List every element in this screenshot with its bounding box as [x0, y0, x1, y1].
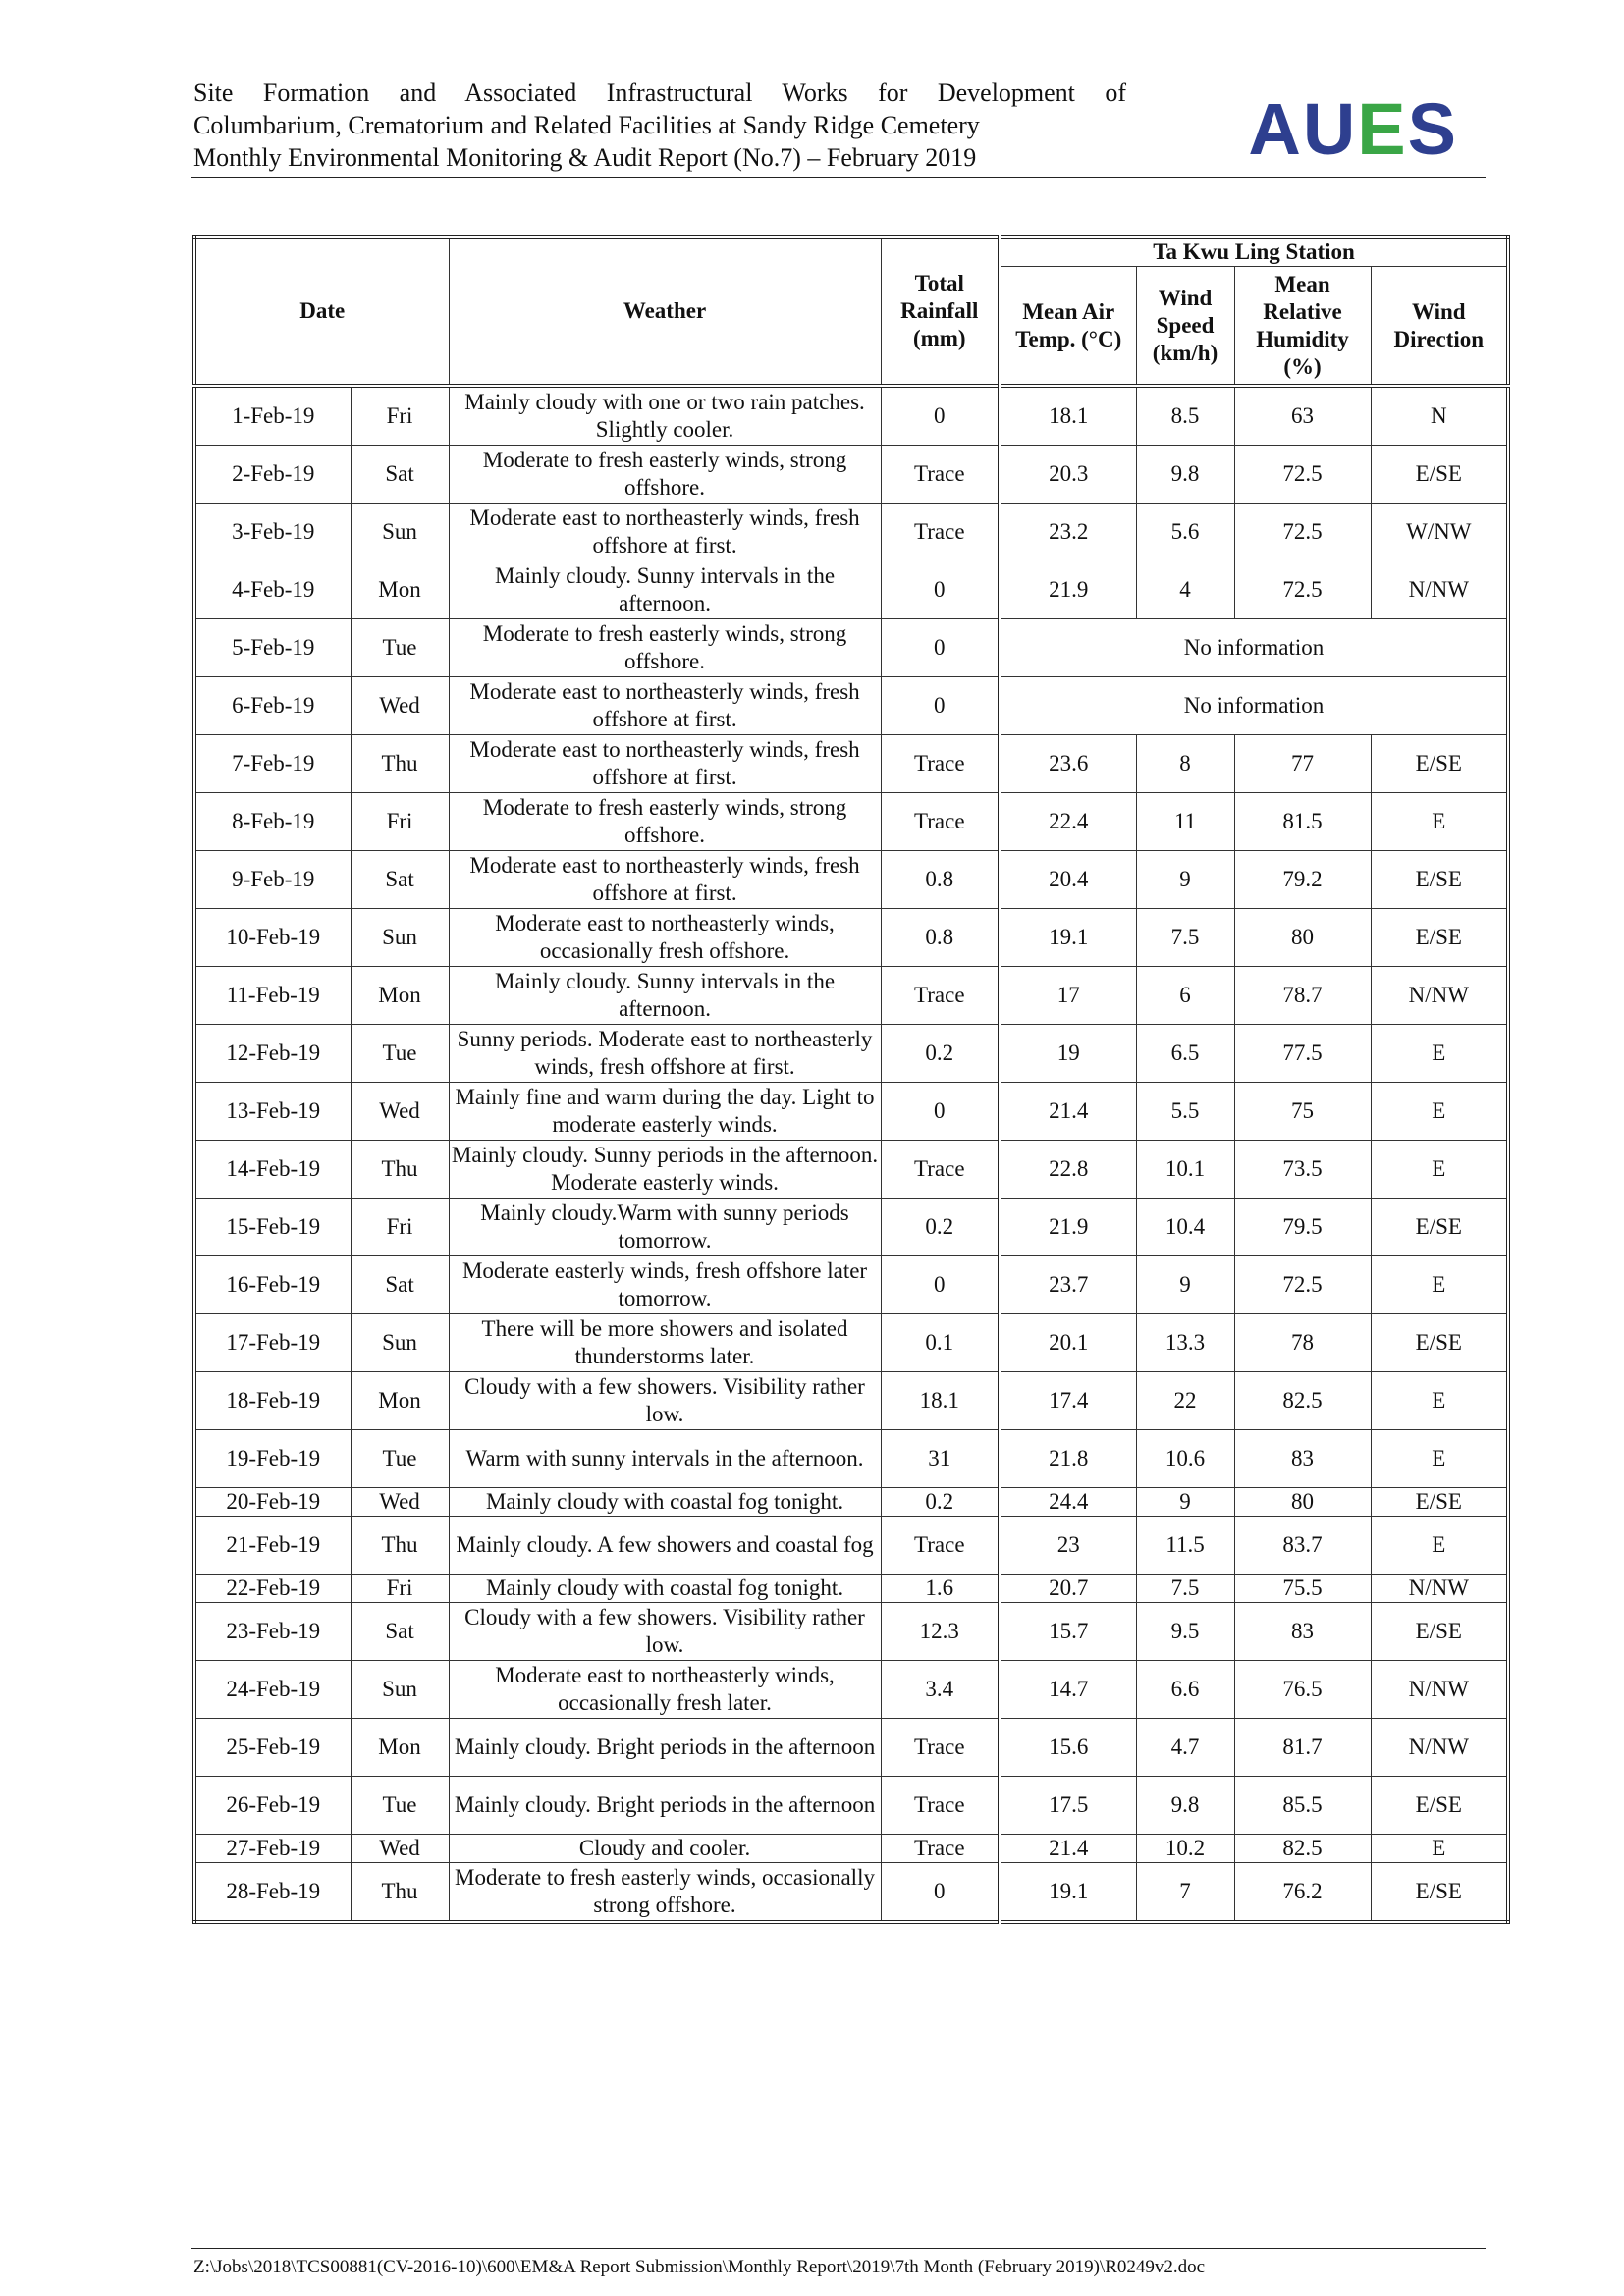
cell-day: Thu — [351, 1517, 449, 1575]
cell-weather: Moderate to fresh easterly winds, strong offshore. — [449, 446, 881, 504]
header-wind-direction: Wind Direction — [1371, 267, 1508, 387]
cell-temp: 20.3 — [1000, 446, 1136, 504]
cell-date: 24-Feb-19 — [194, 1661, 351, 1719]
cell-temp: 23.2 — [1000, 504, 1136, 561]
cell-temp: 21.9 — [1000, 1199, 1136, 1256]
table-row — [194, 1661, 1508, 1719]
table-row — [194, 1372, 1508, 1430]
cell-day: Wed — [351, 1083, 449, 1141]
cell-wind-direction: E — [1371, 793, 1508, 851]
cell-temp: 20.4 — [1000, 851, 1136, 909]
cell-wind-direction: N/NW — [1371, 967, 1508, 1025]
cell-day: Mon — [351, 1372, 449, 1430]
cell-rainfall: 0 — [881, 1256, 1000, 1314]
header-date: Date — [194, 237, 449, 386]
cell-weather: Moderate east to northeasterly winds, occasionally fresh offshore. — [449, 909, 881, 967]
cell-temp: 19.1 — [1000, 1863, 1136, 1923]
table-row — [194, 446, 1508, 504]
cell-temp: 21.9 — [1000, 561, 1136, 619]
cell-temp: 14.7 — [1000, 1661, 1136, 1719]
cell-rainfall: Trace — [881, 504, 1000, 561]
cell-wind-speed: 11 — [1136, 793, 1234, 851]
cell-date: 5-Feb-19 — [194, 619, 351, 677]
table-row — [194, 677, 1508, 735]
cell-wind-speed: 8.5 — [1136, 386, 1234, 446]
cell-humidity: 82.5 — [1234, 1372, 1371, 1430]
cell-date: 28-Feb-19 — [194, 1863, 351, 1923]
cell-rainfall: 3.4 — [881, 1661, 1000, 1719]
cell-rainfall: Trace — [881, 1835, 1000, 1863]
cell-rainfall: 0 — [881, 677, 1000, 735]
cell-date: 27-Feb-19 — [194, 1835, 351, 1863]
cell-date: 15-Feb-19 — [194, 1199, 351, 1256]
cell-humidity: 77 — [1234, 735, 1371, 793]
cell-date: 10-Feb-19 — [194, 909, 351, 967]
cell-wind-speed: 4 — [1136, 561, 1234, 619]
header-temp: Mean Air Temp. (°C) — [1000, 267, 1136, 387]
cell-day: Mon — [351, 967, 449, 1025]
cell-rainfall: Trace — [881, 1517, 1000, 1575]
cell-wind-direction: N/NW — [1371, 1719, 1508, 1777]
cell-temp: 23.6 — [1000, 735, 1136, 793]
cell-day: Tue — [351, 619, 449, 677]
cell-humidity: 78.7 — [1234, 967, 1371, 1025]
table-row — [194, 909, 1508, 967]
table-row — [194, 1256, 1508, 1314]
table-row — [194, 1430, 1508, 1488]
cell-day: Mon — [351, 1719, 449, 1777]
cell-date: 7-Feb-19 — [194, 735, 351, 793]
cell-wind-speed: 9.8 — [1136, 1777, 1234, 1835]
report-title-line-3: Monthly Environmental Monitoring & Audit Report (No.7) – February 2019 — [193, 143, 977, 172]
cell-rainfall: Trace — [881, 1777, 1000, 1835]
cell-temp: 21.4 — [1000, 1835, 1136, 1863]
cell-weather: Mainly cloudy. Bright periods in the afternoon — [449, 1719, 881, 1777]
cell-wind-speed: 7.5 — [1136, 1575, 1234, 1603]
cell-wind-speed: 10.4 — [1136, 1199, 1234, 1256]
cell-day: Wed — [351, 1835, 449, 1863]
table-row — [194, 1863, 1508, 1923]
table-row — [194, 793, 1508, 851]
cell-wind-direction: E/SE — [1371, 1199, 1508, 1256]
logo-letter-u: U — [1302, 88, 1358, 170]
cell-date: 11-Feb-19 — [194, 967, 351, 1025]
cell-wind-direction: W/NW — [1371, 504, 1508, 561]
cell-rainfall: 18.1 — [881, 1372, 1000, 1430]
table-row — [194, 1835, 1508, 1863]
cell-temp: 19.1 — [1000, 909, 1136, 967]
cell-humidity: 72.5 — [1234, 1256, 1371, 1314]
cell-wind-speed: 10.1 — [1136, 1141, 1234, 1199]
table-body — [194, 386, 1508, 1922]
cell-rainfall: 0.2 — [881, 1199, 1000, 1256]
cell-wind-speed: 5.6 — [1136, 504, 1234, 561]
cell-wind-direction: E/SE — [1371, 1777, 1508, 1835]
cell-weather: Mainly cloudy. Sunny periods in the afternoon. Moderate easterly winds. — [449, 1141, 881, 1199]
cell-humidity: 75.5 — [1234, 1575, 1371, 1603]
cell-weather: Mainly cloudy with one or two rain patches. Slightly cooler. — [449, 386, 881, 446]
table-row — [194, 1719, 1508, 1777]
cell-day: Thu — [351, 1863, 449, 1923]
aues-logo — [1248, 90, 1458, 169]
logo-letter-e: E — [1357, 88, 1408, 170]
table-row — [194, 619, 1508, 677]
cell-wind-speed: 4.7 — [1136, 1719, 1234, 1777]
cell-humidity: 75 — [1234, 1083, 1371, 1141]
cell-humidity: 72.5 — [1234, 561, 1371, 619]
cell-wind-speed: 8 — [1136, 735, 1234, 793]
cell-day: Thu — [351, 735, 449, 793]
cell-temp: 20.7 — [1000, 1575, 1136, 1603]
cell-date: 13-Feb-19 — [194, 1083, 351, 1141]
table-row — [194, 1083, 1508, 1141]
cell-humidity: 80 — [1234, 909, 1371, 967]
cell-day: Tue — [351, 1430, 449, 1488]
cell-date: 2-Feb-19 — [194, 446, 351, 504]
cell-wind-speed: 6.5 — [1136, 1025, 1234, 1083]
logo-letter-a: A — [1248, 88, 1303, 170]
logo-letter-s: S — [1407, 88, 1458, 170]
cell-date: 9-Feb-19 — [194, 851, 351, 909]
cell-humidity: 77.5 — [1234, 1025, 1371, 1083]
cell-day: Mon — [351, 561, 449, 619]
cell-rainfall: Trace — [881, 967, 1000, 1025]
table-row — [194, 735, 1508, 793]
cell-weather: Mainly cloudy. Sunny intervals in the afternoon. — [449, 967, 881, 1025]
cell-weather: Moderate east to northeasterly winds, occasionally fresh later. — [449, 1661, 881, 1719]
cell-rainfall: 0.2 — [881, 1025, 1000, 1083]
cell-wind-speed: 7 — [1136, 1863, 1234, 1923]
cell-temp: 20.1 — [1000, 1314, 1136, 1372]
cell-wind-direction: E/SE — [1371, 446, 1508, 504]
cell-no-information: No information — [1000, 677, 1508, 735]
cell-humidity: 73.5 — [1234, 1141, 1371, 1199]
cell-rainfall: 0.2 — [881, 1488, 1000, 1517]
cell-day: Tue — [351, 1025, 449, 1083]
table-row — [194, 1603, 1508, 1661]
header-divider — [191, 177, 1486, 178]
cell-humidity: 63 — [1234, 386, 1371, 446]
page-header — [193, 77, 1483, 175]
cell-day: Tue — [351, 1777, 449, 1835]
cell-day: Fri — [351, 386, 449, 446]
cell-wind-direction: E — [1371, 1256, 1508, 1314]
cell-weather: Moderate to fresh easterly winds, strong offshore. — [449, 793, 881, 851]
cell-day: Wed — [351, 1488, 449, 1517]
cell-temp: 18.1 — [1000, 386, 1136, 446]
cell-wind-direction: N — [1371, 386, 1508, 446]
cell-date: 19-Feb-19 — [194, 1430, 351, 1488]
cell-temp: 21.4 — [1000, 1083, 1136, 1141]
cell-wind-direction: E — [1371, 1372, 1508, 1430]
header-weather: Weather — [449, 237, 881, 386]
cell-rainfall: 0.1 — [881, 1314, 1000, 1372]
cell-date: 17-Feb-19 — [194, 1314, 351, 1372]
cell-temp: 17.4 — [1000, 1372, 1136, 1430]
cell-weather: Cloudy with a few showers. Visibility rather low. — [449, 1372, 881, 1430]
cell-wind-speed: 9 — [1136, 1256, 1234, 1314]
cell-date: 14-Feb-19 — [194, 1141, 351, 1199]
cell-day: Thu — [351, 1141, 449, 1199]
table-row — [194, 851, 1508, 909]
cell-rainfall: 0 — [881, 561, 1000, 619]
cell-day: Sun — [351, 1314, 449, 1372]
table-row — [194, 967, 1508, 1025]
cell-day: Sat — [351, 1603, 449, 1661]
cell-day: Sat — [351, 851, 449, 909]
cell-day: Fri — [351, 793, 449, 851]
cell-weather: Mainly cloudy.Warm with sunny periods tomorrow. — [449, 1199, 881, 1256]
cell-wind-direction: E — [1371, 1517, 1508, 1575]
cell-humidity: 79.2 — [1234, 851, 1371, 909]
cell-wind-speed: 9.5 — [1136, 1603, 1234, 1661]
cell-weather: Cloudy and cooler. — [449, 1835, 881, 1863]
table-row — [194, 561, 1508, 619]
cell-wind-direction: N/NW — [1371, 1575, 1508, 1603]
cell-date: 1-Feb-19 — [194, 386, 351, 446]
cell-day: Sun — [351, 1661, 449, 1719]
cell-wind-direction: E/SE — [1371, 1863, 1508, 1923]
cell-wind-speed: 22 — [1136, 1372, 1234, 1430]
header-station: Ta Kwu Ling Station — [1000, 237, 1508, 267]
cell-weather: Mainly cloudy. Bright periods in the afternoon — [449, 1777, 881, 1835]
cell-temp: 17 — [1000, 967, 1136, 1025]
cell-weather: Cloudy with a few showers. Visibility rather low. — [449, 1603, 881, 1661]
header-wind-speed: Wind Speed (km/h) — [1136, 267, 1234, 387]
cell-date: 23-Feb-19 — [194, 1603, 351, 1661]
cell-rainfall: Trace — [881, 1141, 1000, 1199]
cell-temp: 22.4 — [1000, 793, 1136, 851]
cell-humidity: 79.5 — [1234, 1199, 1371, 1256]
footer-divider — [191, 2248, 1486, 2249]
cell-rainfall: 12.3 — [881, 1603, 1000, 1661]
cell-weather: Moderate to fresh easterly winds, strong offshore. — [449, 619, 881, 677]
cell-wind-direction: E/SE — [1371, 735, 1508, 793]
cell-humidity: 85.5 — [1234, 1777, 1371, 1835]
table-row — [194, 1314, 1508, 1372]
cell-weather: Moderate east to northeasterly winds, fresh offshore at first. — [449, 677, 881, 735]
cell-rainfall: Trace — [881, 1719, 1000, 1777]
cell-weather: Moderate east to northeasterly winds, fresh offshore at first. — [449, 851, 881, 909]
cell-weather: Mainly cloudy with coastal fog tonight. — [449, 1488, 881, 1517]
cell-rainfall: 0.8 — [881, 851, 1000, 909]
cell-no-information: No information — [1000, 619, 1508, 677]
cell-wind-direction: E — [1371, 1835, 1508, 1863]
report-title-block — [193, 77, 1126, 174]
cell-day: Fri — [351, 1575, 449, 1603]
cell-date: 25-Feb-19 — [194, 1719, 351, 1777]
table-row — [194, 1575, 1508, 1603]
cell-date: 3-Feb-19 — [194, 504, 351, 561]
cell-temp: 23.7 — [1000, 1256, 1136, 1314]
weather-table — [192, 235, 1510, 1924]
cell-wind-direction: E/SE — [1371, 909, 1508, 967]
cell-wind-direction: E/SE — [1371, 1603, 1508, 1661]
cell-wind-direction: N/NW — [1371, 561, 1508, 619]
cell-humidity: 83 — [1234, 1603, 1371, 1661]
cell-weather: Warm with sunny intervals in the afternoon. — [449, 1430, 881, 1488]
cell-wind-direction: E/SE — [1371, 851, 1508, 909]
cell-date: 22-Feb-19 — [194, 1575, 351, 1603]
cell-wind-direction: E — [1371, 1025, 1508, 1083]
cell-rainfall: Trace — [881, 735, 1000, 793]
cell-date: 16-Feb-19 — [194, 1256, 351, 1314]
cell-weather: Mainly cloudy. Sunny intervals in the afternoon. — [449, 561, 881, 619]
footer-file-path: Z:\Jobs\2018\TCS00881(CV-2016-10)\600\EM&A Report Submission\Monthly Report\2019\7th Month (February 2019)\R0249v2.doc — [193, 2257, 1206, 2277]
cell-wind-direction: E/SE — [1371, 1314, 1508, 1372]
cell-date: 21-Feb-19 — [194, 1517, 351, 1575]
header-rainfall: Total Rainfall (mm) — [881, 237, 1000, 386]
cell-day: Fri — [351, 1199, 449, 1256]
cell-wind-speed: 10.6 — [1136, 1430, 1234, 1488]
cell-wind-speed: 7.5 — [1136, 909, 1234, 967]
report-title-line-2: Columbarium, Crematorium and Related Facilities at Sandy Ridge Cemetery — [193, 111, 980, 139]
cell-humidity: 76.5 — [1234, 1661, 1371, 1719]
cell-rainfall: Trace — [881, 446, 1000, 504]
cell-humidity: 83.7 — [1234, 1517, 1371, 1575]
cell-rainfall: 1.6 — [881, 1575, 1000, 1603]
report-title-line-1: Site Formation and Associated Infrastructural Works for Development of — [193, 79, 1126, 107]
cell-humidity: 80 — [1234, 1488, 1371, 1517]
cell-rainfall: 0 — [881, 619, 1000, 677]
cell-temp: 21.8 — [1000, 1430, 1136, 1488]
header-humidity: Mean Relative Humidity (%) — [1234, 267, 1371, 387]
table-row — [194, 1517, 1508, 1575]
cell-weather: Sunny periods. Moderate east to northeasterly winds, fresh offshore at first. — [449, 1025, 881, 1083]
table-row — [194, 386, 1508, 446]
cell-temp: 23 — [1000, 1517, 1136, 1575]
cell-rainfall: 0 — [881, 386, 1000, 446]
cell-humidity: 81.7 — [1234, 1719, 1371, 1777]
cell-humidity: 82.5 — [1234, 1835, 1371, 1863]
table-row — [194, 1141, 1508, 1199]
cell-rainfall: 0.8 — [881, 909, 1000, 967]
cell-humidity: 81.5 — [1234, 793, 1371, 851]
cell-weather: Moderate easterly winds, fresh offshore later tomorrow. — [449, 1256, 881, 1314]
cell-date: 6-Feb-19 — [194, 677, 351, 735]
table-row — [194, 1025, 1508, 1083]
cell-date: 26-Feb-19 — [194, 1777, 351, 1835]
cell-wind-speed: 9.8 — [1136, 446, 1234, 504]
cell-weather: Mainly fine and warm during the day. Light to moderate easterly winds. — [449, 1083, 881, 1141]
cell-temp: 15.6 — [1000, 1719, 1136, 1777]
cell-temp: 15.7 — [1000, 1603, 1136, 1661]
cell-rainfall: 0 — [881, 1083, 1000, 1141]
cell-date: 20-Feb-19 — [194, 1488, 351, 1517]
cell-day: Sun — [351, 504, 449, 561]
cell-wind-speed: 10.2 — [1136, 1835, 1234, 1863]
cell-date: 8-Feb-19 — [194, 793, 351, 851]
cell-day: Sat — [351, 1256, 449, 1314]
cell-wind-direction: N/NW — [1371, 1661, 1508, 1719]
cell-humidity: 76.2 — [1234, 1863, 1371, 1923]
cell-day: Sat — [351, 446, 449, 504]
cell-wind-speed: 9 — [1136, 1488, 1234, 1517]
cell-wind-direction: E — [1371, 1141, 1508, 1199]
cell-humidity: 72.5 — [1234, 446, 1371, 504]
table-row — [194, 504, 1508, 561]
cell-wind-speed: 9 — [1136, 851, 1234, 909]
cell-rainfall: 0 — [881, 1863, 1000, 1923]
cell-wind-speed: 11.5 — [1136, 1517, 1234, 1575]
cell-day: Wed — [351, 677, 449, 735]
cell-wind-speed: 6.6 — [1136, 1661, 1234, 1719]
table-row — [194, 1488, 1508, 1517]
table-header — [194, 237, 1508, 386]
cell-humidity: 83 — [1234, 1430, 1371, 1488]
cell-temp: 24.4 — [1000, 1488, 1136, 1517]
cell-weather: There will be more showers and isolated thunderstorms later. — [449, 1314, 881, 1372]
cell-rainfall: Trace — [881, 793, 1000, 851]
cell-wind-speed: 6 — [1136, 967, 1234, 1025]
cell-temp: 19 — [1000, 1025, 1136, 1083]
cell-wind-speed: 13.3 — [1136, 1314, 1234, 1372]
cell-date: 4-Feb-19 — [194, 561, 351, 619]
cell-temp: 22.8 — [1000, 1141, 1136, 1199]
cell-weather: Mainly cloudy. A few showers and coastal fog — [449, 1517, 881, 1575]
table-row — [194, 1777, 1508, 1835]
cell-weather: Mainly cloudy with coastal fog tonight. — [449, 1575, 881, 1603]
cell-date: 18-Feb-19 — [194, 1372, 351, 1430]
cell-temp: 17.5 — [1000, 1777, 1136, 1835]
cell-wind-direction: E — [1371, 1083, 1508, 1141]
cell-wind-direction: E — [1371, 1430, 1508, 1488]
cell-wind-speed: 5.5 — [1136, 1083, 1234, 1141]
cell-weather: Moderate to fresh easterly winds, occasionally strong offshore. — [449, 1863, 881, 1923]
table-row — [194, 1199, 1508, 1256]
cell-wind-direction: E/SE — [1371, 1488, 1508, 1517]
cell-humidity: 72.5 — [1234, 504, 1371, 561]
cell-day: Sun — [351, 909, 449, 967]
cell-date: 12-Feb-19 — [194, 1025, 351, 1083]
cell-weather: Moderate east to northeasterly winds, fresh offshore at first. — [449, 735, 881, 793]
cell-rainfall: 31 — [881, 1430, 1000, 1488]
cell-weather: Moderate east to northeasterly winds, fresh offshore at first. — [449, 504, 881, 561]
cell-humidity: 78 — [1234, 1314, 1371, 1372]
